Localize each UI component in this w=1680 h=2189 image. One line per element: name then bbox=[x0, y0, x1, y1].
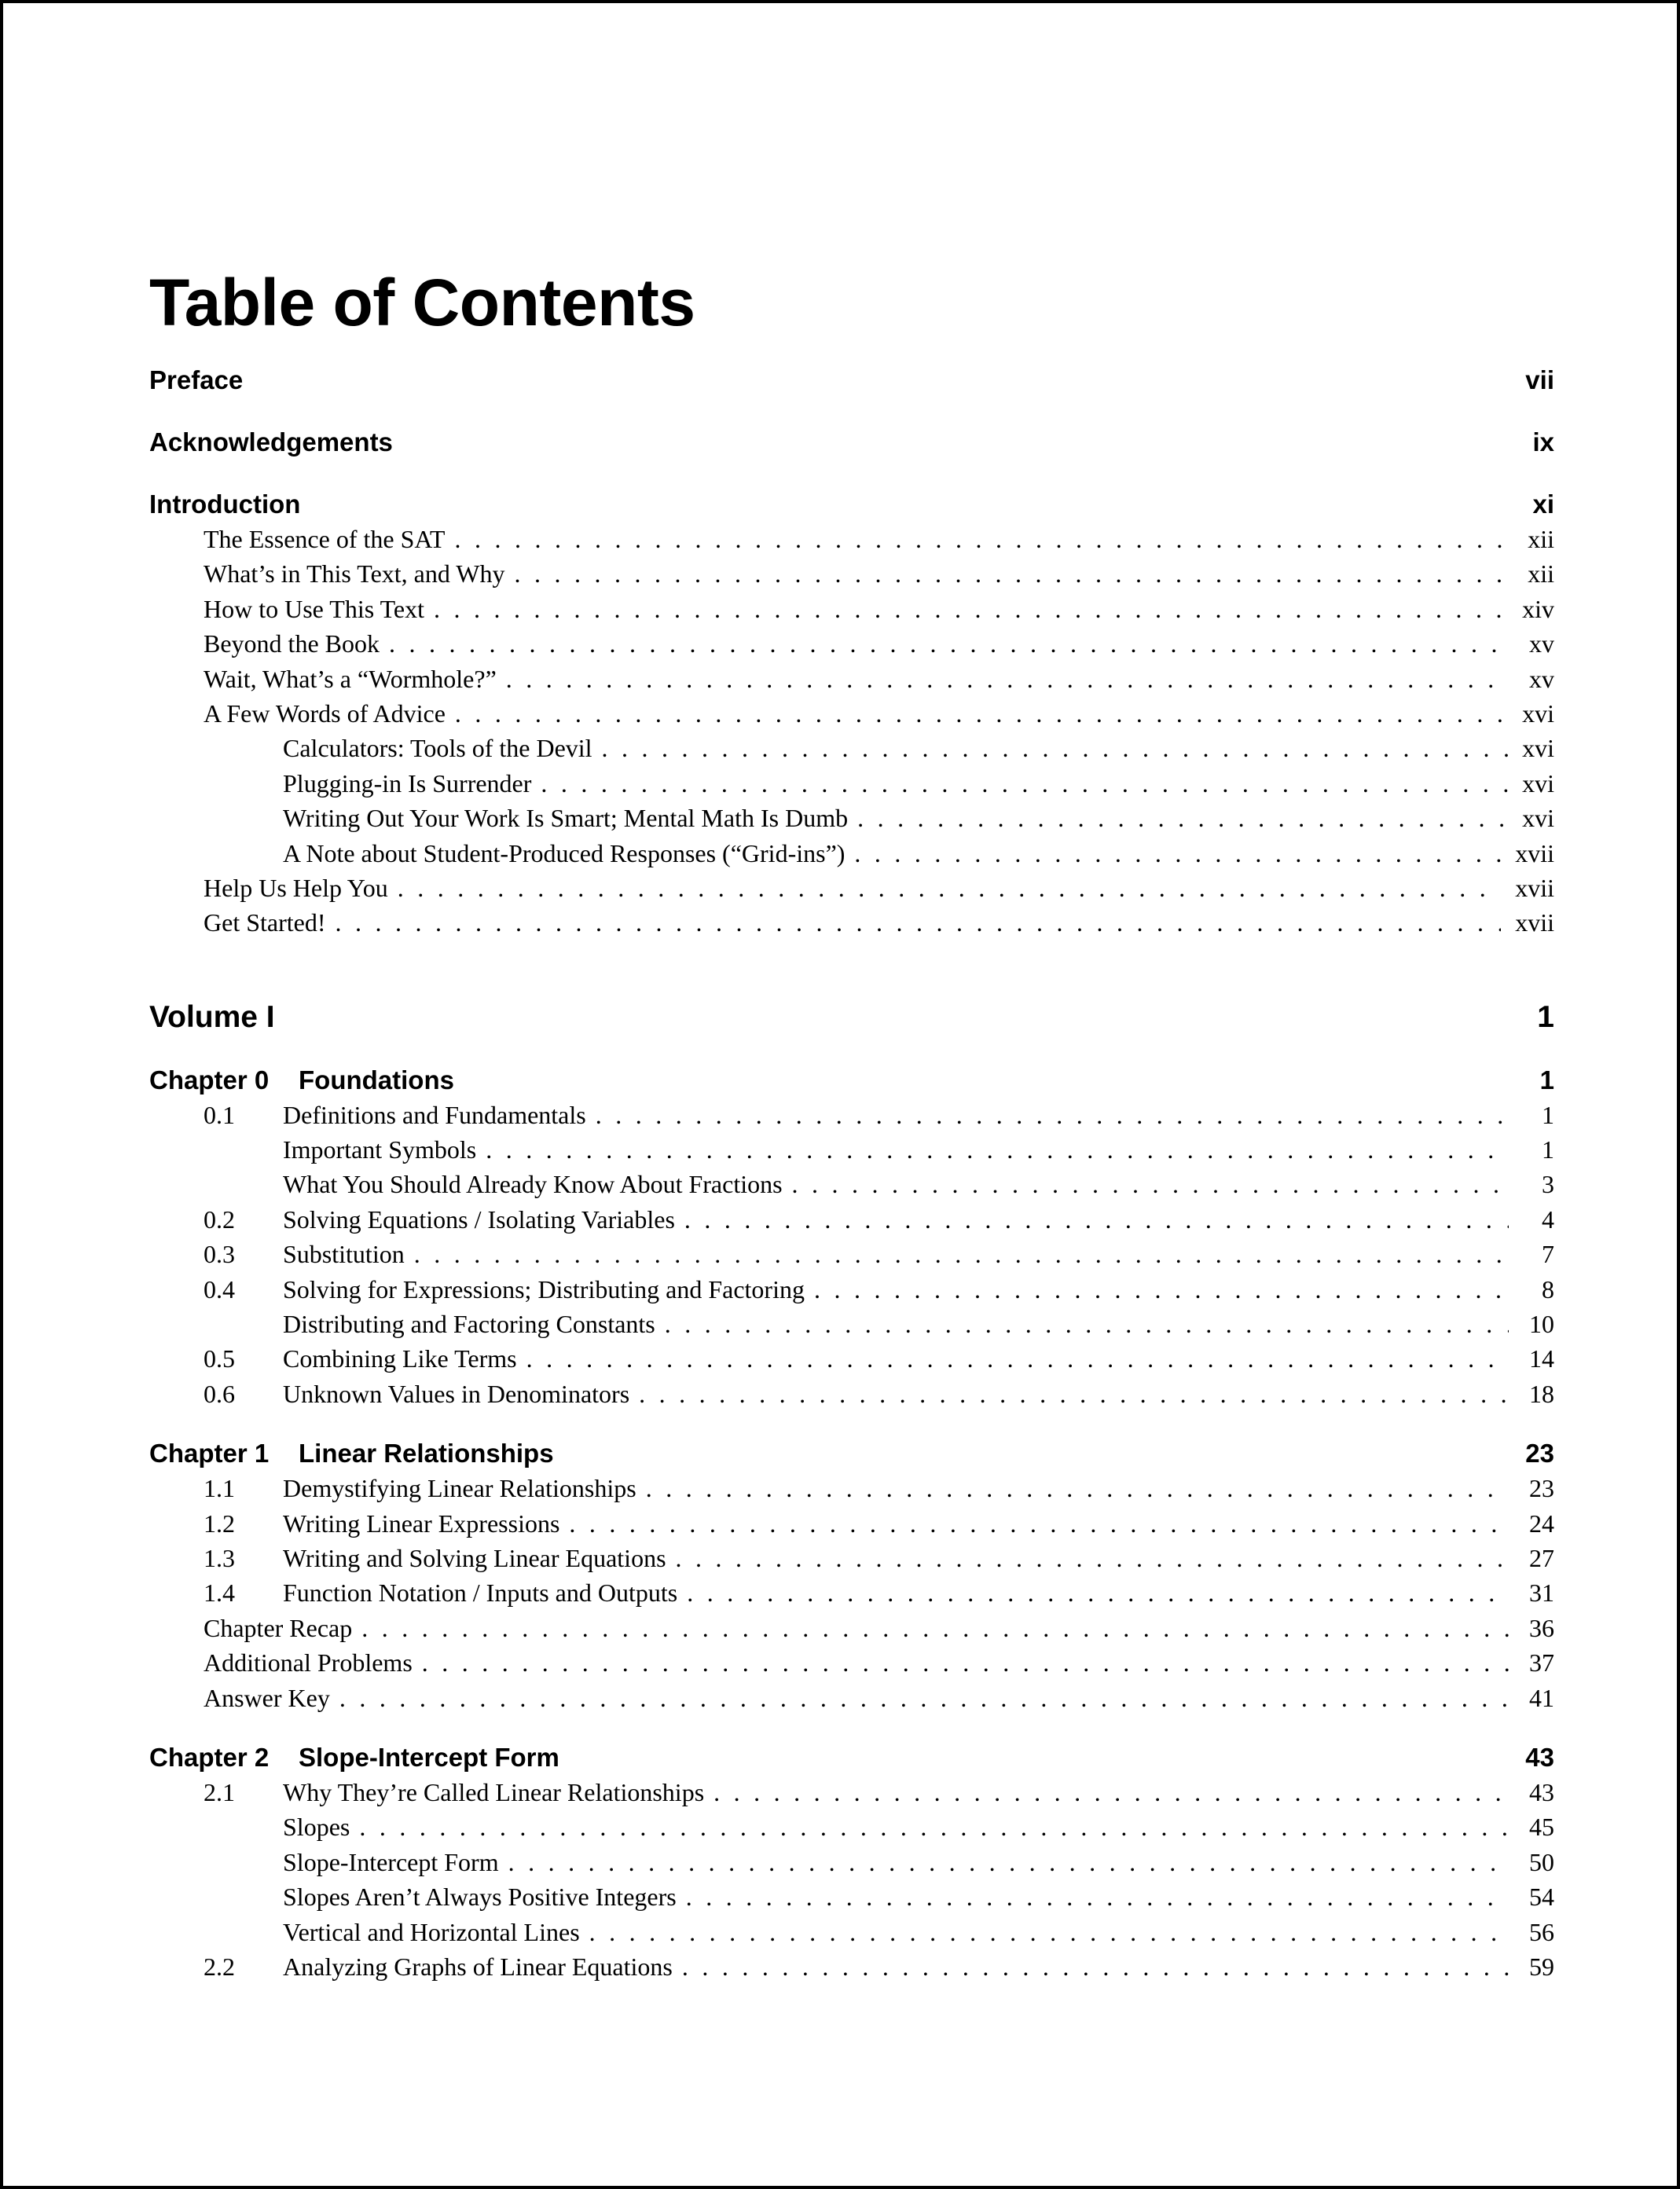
page-title: Table of Contents bbox=[149, 266, 695, 339]
entry-page: 54 bbox=[1529, 1883, 1554, 1912]
toc-subentry[interactable] bbox=[149, 1681, 1554, 1715]
entry-label: Writing Out Your Work Is Smart; Mental Math Is Dumb bbox=[283, 804, 849, 833]
section-number: 1.4 bbox=[204, 1578, 235, 1608]
entry-label: Volume I bbox=[149, 999, 275, 1034]
entry-page: 56 bbox=[1529, 1917, 1554, 1946]
entry-label: What’s in This Text, and Why bbox=[204, 559, 505, 588]
entry-label: Writing Linear Expressions bbox=[283, 1509, 560, 1538]
toc-section[interactable] bbox=[149, 1202, 1554, 1237]
toc-section[interactable] bbox=[149, 1098, 1554, 1132]
toc-subentry[interactable] bbox=[149, 626, 1554, 661]
dot-leader bbox=[515, 556, 1509, 591]
toc-section[interactable] bbox=[149, 1167, 1554, 1201]
entry-label: Distributing and Factoring Constants bbox=[283, 1310, 655, 1339]
entry-label: Answer Key bbox=[204, 1683, 330, 1712]
entry-page: 23 bbox=[1525, 1439, 1554, 1468]
dot-leader bbox=[569, 1506, 1509, 1541]
dot-leader bbox=[646, 1471, 1509, 1505]
entry-label: Preface bbox=[149, 365, 244, 394]
entry-label: The Essence of the SAT bbox=[204, 525, 446, 553]
entry-page: xii bbox=[1528, 525, 1554, 553]
dot-leader bbox=[508, 1845, 1509, 1879]
chapter-title: Slope-Intercept Form bbox=[299, 1742, 559, 1772]
section-number: 0.1 bbox=[204, 1100, 235, 1129]
dot-leader bbox=[455, 696, 1508, 731]
toc-subentry[interactable] bbox=[149, 871, 1554, 905]
toc-section[interactable] bbox=[149, 1775, 1554, 1810]
toc-section[interactable] bbox=[149, 1307, 1554, 1341]
dot-leader bbox=[414, 1237, 1509, 1271]
entry-label: Slopes bbox=[283, 1813, 350, 1842]
chapter-title: Foundations bbox=[299, 1065, 454, 1094]
dot-leader bbox=[422, 1645, 1509, 1680]
dot-leader bbox=[857, 801, 1508, 835]
section-number: 0.2 bbox=[204, 1204, 235, 1234]
toc-subentry[interactable] bbox=[149, 905, 1554, 940]
toc-entry-volume[interactable] bbox=[149, 997, 1554, 1038]
toc-section[interactable] bbox=[149, 1471, 1554, 1505]
dot-leader bbox=[486, 1132, 1509, 1167]
toc-subentry[interactable] bbox=[149, 662, 1554, 696]
entry-label: Chapter Recap bbox=[204, 1613, 353, 1642]
entry-page: 27 bbox=[1529, 1543, 1554, 1572]
entry-page: 8 bbox=[1542, 1274, 1554, 1304]
entry-page: 43 bbox=[1525, 1742, 1554, 1772]
entry-page: 23 bbox=[1529, 1474, 1554, 1503]
entry-label: Analyzing Graphs of Linear Equations bbox=[283, 1952, 673, 1981]
toc-section[interactable] bbox=[149, 1237, 1554, 1271]
entry-page: xvii bbox=[1515, 873, 1554, 902]
chapter-number: Chapter 1 bbox=[149, 1439, 270, 1468]
entry-page: 10 bbox=[1529, 1310, 1554, 1339]
dot-leader bbox=[814, 1272, 1509, 1307]
dot-leader bbox=[686, 1879, 1509, 1914]
entry-label: Introduction bbox=[149, 490, 301, 519]
entry-page: xvii bbox=[1515, 908, 1554, 937]
entry-page: 24 bbox=[1529, 1509, 1554, 1538]
entry-page: 36 bbox=[1529, 1613, 1554, 1642]
dot-leader bbox=[506, 662, 1509, 696]
entry-label: Demystifying Linear Relationships bbox=[283, 1474, 636, 1503]
entry-label: Definitions and Fundamentals bbox=[283, 1100, 586, 1129]
dot-leader bbox=[713, 1775, 1509, 1810]
section-number: 1.2 bbox=[204, 1509, 235, 1538]
entry-label: Combining Like Terms bbox=[283, 1344, 517, 1373]
dot-leader bbox=[602, 731, 1509, 765]
entry-page: 4 bbox=[1542, 1204, 1554, 1234]
entry-label: Unknown Values in Denominators bbox=[283, 1379, 630, 1408]
toc-subentry[interactable] bbox=[149, 836, 1554, 871]
toc-section[interactable] bbox=[149, 1949, 1554, 1984]
dot-leader bbox=[454, 522, 1509, 556]
dot-leader bbox=[398, 871, 1502, 905]
entry-label: Help Us Help You bbox=[204, 873, 388, 902]
entry-page: ix bbox=[1532, 427, 1554, 456]
entry-page: 43 bbox=[1529, 1777, 1554, 1806]
dot-leader bbox=[687, 1575, 1509, 1610]
entry-page: 14 bbox=[1529, 1344, 1554, 1373]
entry-page: 45 bbox=[1529, 1813, 1554, 1842]
entry-label: Wait, What’s a “Wormhole?” bbox=[204, 664, 497, 693]
entry-page: 59 bbox=[1529, 1952, 1554, 1981]
section-number: 2.1 bbox=[204, 1777, 235, 1806]
dot-leader bbox=[361, 1611, 1509, 1645]
toc-section[interactable] bbox=[149, 1541, 1554, 1575]
entry-page: xv bbox=[1529, 629, 1554, 658]
section-number: 0.5 bbox=[204, 1344, 235, 1373]
entry-page: xvi bbox=[1522, 768, 1554, 798]
entry-label: Slope-Intercept Form bbox=[283, 1847, 499, 1876]
dot-leader bbox=[682, 1949, 1509, 1984]
section-number: 0.6 bbox=[204, 1379, 235, 1408]
entry-label: Additional Problems bbox=[204, 1648, 413, 1678]
toc-section[interactable] bbox=[149, 1810, 1554, 1844]
toc-entry-chapter[interactable] bbox=[149, 1740, 1554, 1775]
toc-subentry[interactable] bbox=[149, 766, 1554, 801]
toc-subentry[interactable] bbox=[149, 1611, 1554, 1645]
entry-page: 1 bbox=[1539, 1065, 1554, 1094]
entry-label: Why They’re Called Linear Relationships bbox=[283, 1777, 705, 1806]
entry-page: 41 bbox=[1529, 1683, 1554, 1712]
dot-leader bbox=[676, 1541, 1509, 1575]
dot-leader bbox=[389, 626, 1509, 661]
entry-label: What You Should Already Know About Fractions bbox=[283, 1170, 783, 1199]
toc-subentry[interactable] bbox=[149, 592, 1554, 626]
toc-entry-acknowledgements[interactable] bbox=[149, 425, 1554, 460]
entry-page: xii bbox=[1528, 559, 1554, 588]
entry-page: 37 bbox=[1529, 1648, 1554, 1678]
dot-leader bbox=[639, 1377, 1509, 1411]
entry-page: 31 bbox=[1529, 1578, 1554, 1608]
toc-section[interactable] bbox=[149, 1879, 1554, 1914]
dot-leader bbox=[589, 1915, 1509, 1949]
dot-leader bbox=[336, 905, 1502, 940]
entry-label: Substitution bbox=[283, 1240, 405, 1269]
entry-page: 1 bbox=[1542, 1135, 1554, 1164]
dot-leader bbox=[665, 1307, 1509, 1341]
entry-label: Beyond the Book bbox=[204, 629, 380, 658]
chapter-title: Linear Relationships bbox=[299, 1439, 554, 1468]
toc-subentry[interactable] bbox=[149, 731, 1554, 765]
dot-leader bbox=[596, 1098, 1509, 1132]
toc-entry-chapter[interactable] bbox=[149, 1063, 1554, 1098]
section-number: 1.1 bbox=[204, 1474, 235, 1503]
entry-label: Get Started! bbox=[204, 908, 326, 937]
toc-section[interactable] bbox=[149, 1506, 1554, 1541]
dot-leader bbox=[339, 1681, 1509, 1715]
entry-page: vii bbox=[1525, 365, 1554, 394]
toc-entry-preface[interactable] bbox=[149, 363, 1554, 398]
dot-leader bbox=[434, 592, 1508, 626]
entry-page: 1 bbox=[1542, 1100, 1554, 1129]
section-number: 2.2 bbox=[204, 1952, 235, 1981]
chapter-number: Chapter 2 bbox=[149, 1742, 270, 1772]
entry-page: 18 bbox=[1529, 1379, 1554, 1408]
dot-leader bbox=[541, 766, 1508, 801]
entry-label: Slopes Aren’t Always Positive Integers bbox=[283, 1883, 677, 1912]
dot-leader bbox=[684, 1202, 1509, 1237]
toc-section[interactable] bbox=[149, 1575, 1554, 1610]
toc-section[interactable] bbox=[149, 1341, 1554, 1376]
entry-label: Acknowledgements bbox=[149, 427, 393, 456]
toc-subentry[interactable] bbox=[149, 1645, 1554, 1680]
toc-entry-introduction[interactable] bbox=[149, 487, 1554, 522]
entry-label: How to Use This Text bbox=[204, 594, 425, 623]
section-number: 0.4 bbox=[204, 1274, 235, 1304]
dot-leader bbox=[792, 1167, 1509, 1201]
entry-page: 50 bbox=[1529, 1847, 1554, 1876]
dot-leader bbox=[526, 1341, 1509, 1376]
entry-page: 7 bbox=[1542, 1240, 1554, 1269]
chapter-number: Chapter 0 bbox=[149, 1065, 270, 1094]
entry-page: xvi bbox=[1522, 734, 1554, 763]
toc-subentry[interactable] bbox=[149, 801, 1554, 835]
dot-leader bbox=[854, 836, 1501, 871]
toc-subentry[interactable] bbox=[149, 522, 1554, 556]
toc-entry-chapter[interactable] bbox=[149, 1436, 1554, 1471]
entry-label: Function Notation / Inputs and Outputs bbox=[283, 1578, 678, 1608]
toc-section[interactable] bbox=[149, 1272, 1554, 1307]
entry-page: xv bbox=[1529, 664, 1554, 693]
toc-subentry[interactable] bbox=[149, 696, 1554, 731]
toc-section[interactable] bbox=[149, 1132, 1554, 1167]
entry-label: Vertical and Horizontal Lines bbox=[283, 1917, 580, 1946]
toc-section[interactable] bbox=[149, 1845, 1554, 1879]
entry-label: Plugging-in Is Surrender bbox=[283, 768, 532, 798]
toc-subentry[interactable] bbox=[149, 556, 1554, 591]
entry-page: 1 bbox=[1537, 999, 1554, 1034]
section-number: 1.3 bbox=[204, 1543, 235, 1572]
entry-label: Solving Equations / Isolating Variables bbox=[283, 1204, 675, 1234]
dot-leader bbox=[359, 1810, 1509, 1844]
entry-page: xvi bbox=[1522, 698, 1554, 728]
entry-label: Calculators: Tools of the Devil bbox=[283, 734, 592, 763]
entry-label: A Note about Student-Produced Responses (“Grid-ins”) bbox=[283, 838, 846, 867]
entry-page: xvi bbox=[1522, 804, 1554, 833]
entry-label: A Few Words of Advice bbox=[204, 698, 446, 728]
entry-page: xvii bbox=[1515, 838, 1554, 867]
toc-section[interactable] bbox=[149, 1377, 1554, 1411]
entry-label: Writing and Solving Linear Equations bbox=[283, 1543, 666, 1572]
entry-page: 3 bbox=[1542, 1170, 1554, 1199]
entry-page: xiv bbox=[1522, 594, 1554, 623]
section-number: 0.3 bbox=[204, 1240, 235, 1269]
entry-label: Important Symbols bbox=[283, 1135, 477, 1164]
toc-content bbox=[149, 259, 1554, 1984]
toc-section[interactable] bbox=[149, 1915, 1554, 1949]
entry-label: Solving for Expressions; Distributing and Factoring bbox=[283, 1274, 805, 1304]
entry-page: xi bbox=[1532, 490, 1554, 519]
